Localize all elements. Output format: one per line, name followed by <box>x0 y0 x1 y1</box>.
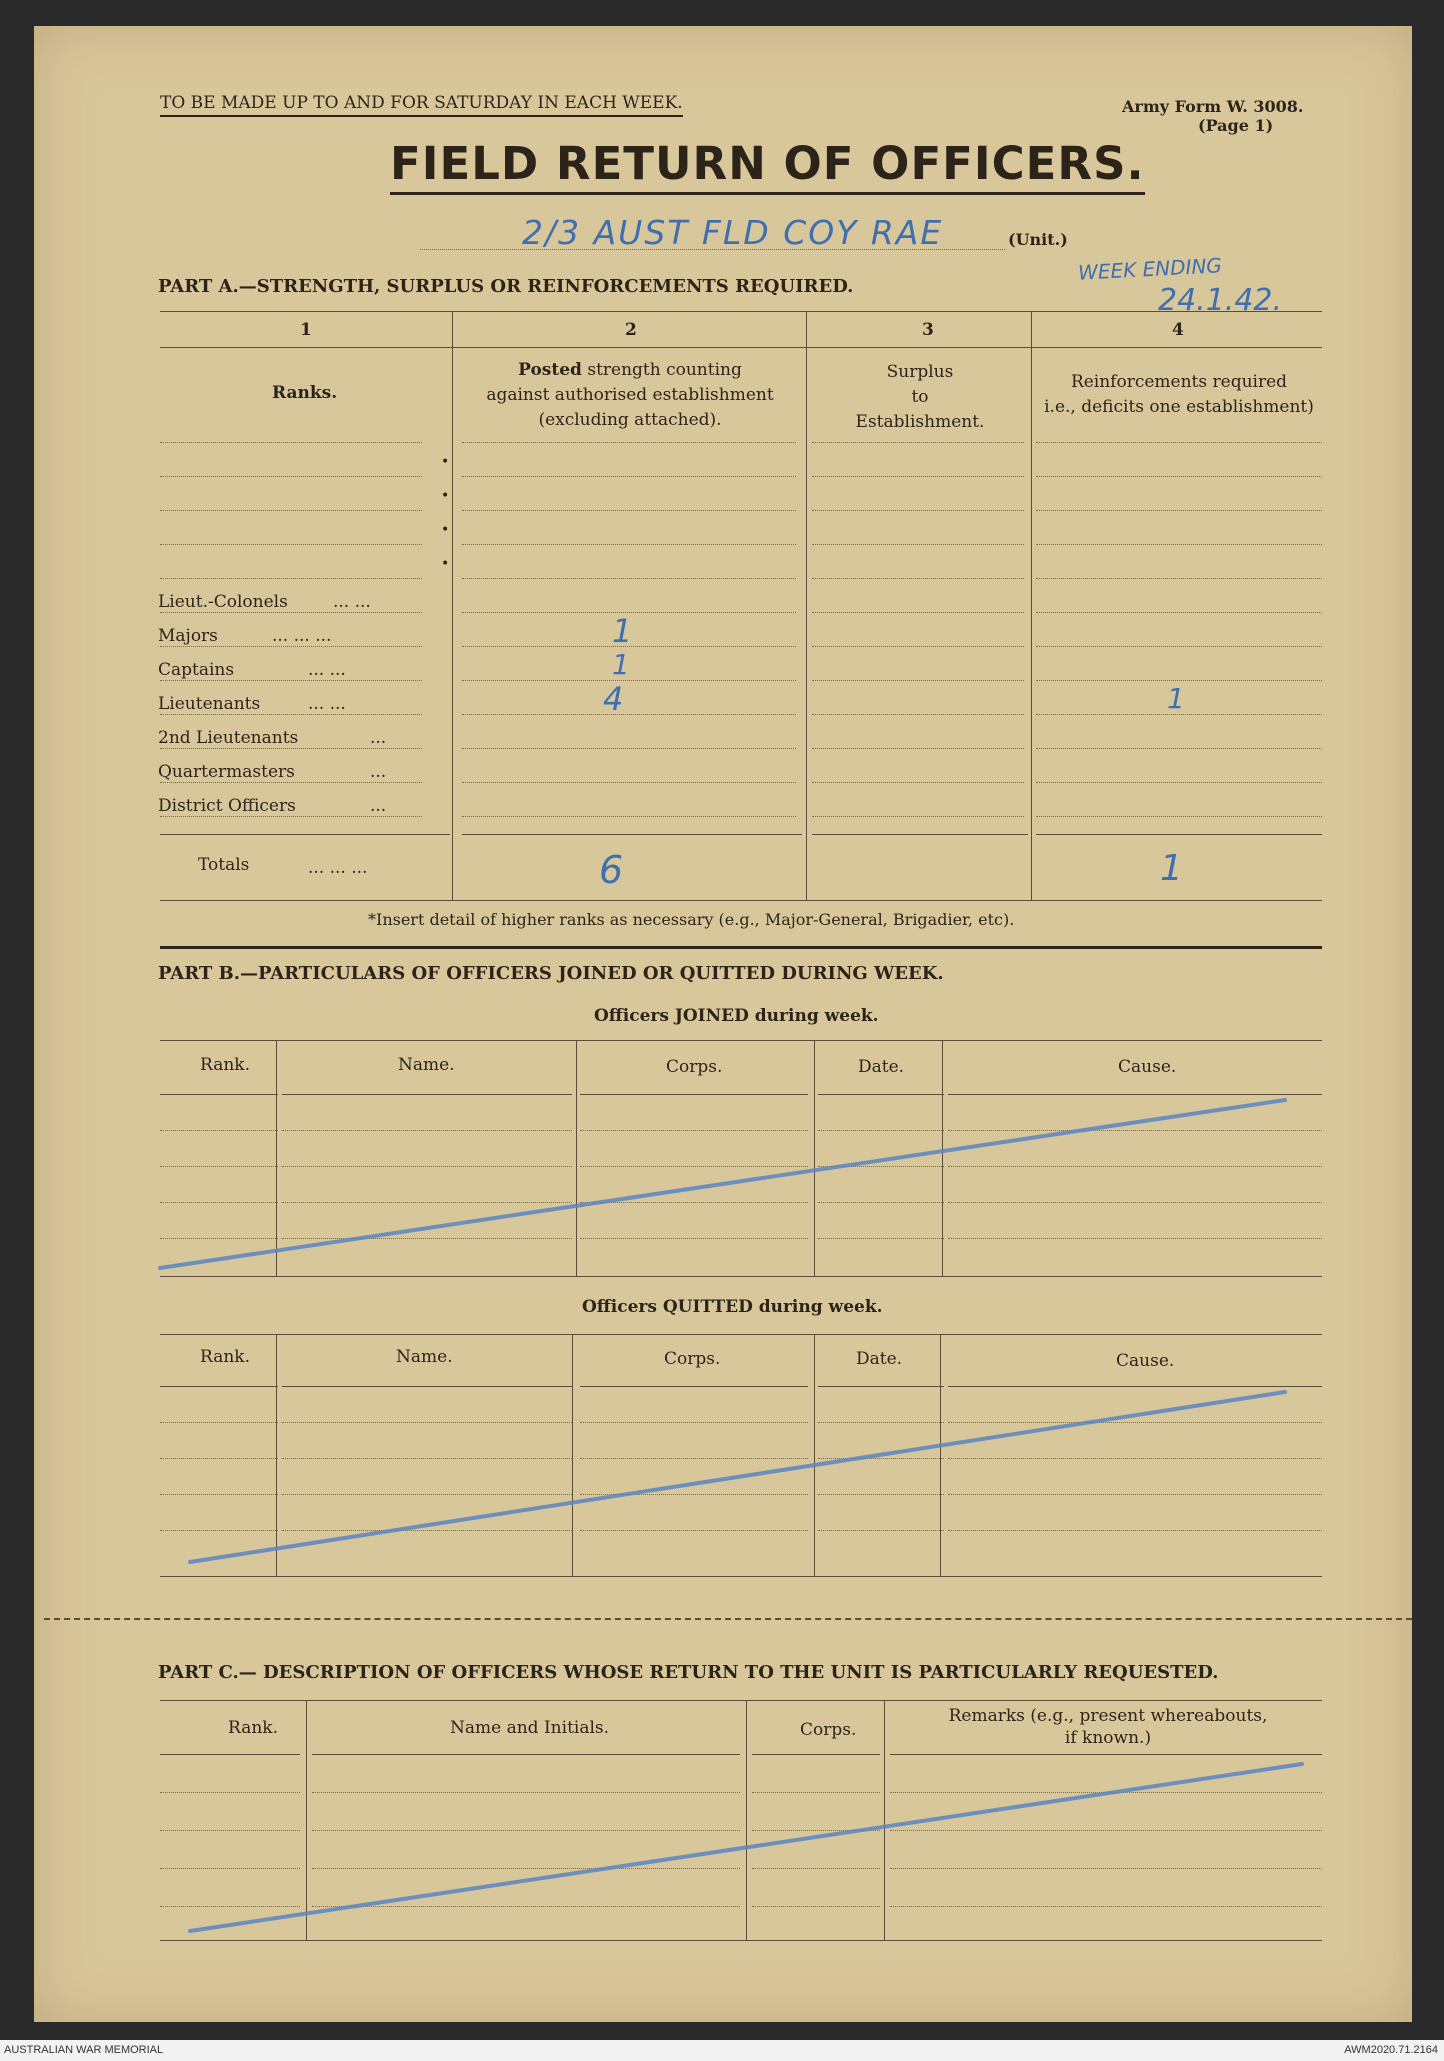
rank-dots: ... ... <box>333 592 371 612</box>
posted-lieutenants: 4 <box>603 680 624 718</box>
part-c-col-rank: Rank. <box>228 1718 278 1738</box>
asterisk-bullet: • <box>441 522 450 538</box>
page-title: FIELD RETURN OF OFFICERS. <box>390 136 1145 195</box>
rank-dots: ... <box>370 796 387 816</box>
col-number-4: 4 <box>1172 320 1184 340</box>
quitted-title: Officers QUITTED during week. <box>582 1297 883 1317</box>
quitted-col-cause: Cause. <box>1116 1351 1175 1371</box>
instruction-text: TO BE MADE UP TO AND FOR SATURDAY IN EACH WEEK. <box>160 93 683 117</box>
rank-label: Lieut.-Colonels <box>158 592 288 612</box>
joined-col-date: Date. <box>858 1057 905 1077</box>
reinforcements-header-line2: i.e., deficits one establishment) <box>1044 397 1314 417</box>
part-c-heading: PART C.— DESCRIPTION OF OFFICERS WHOSE RETURN TO THE UNIT IS PARTICULARLY REQUESTED. <box>158 1662 1219 1683</box>
joined-title: Officers JOINED during week. <box>594 1006 879 1026</box>
page-number: (Page 1) <box>1198 116 1274 135</box>
part-b-heading: PART B.—PARTICULARS OF OFFICERS JOINED OR QUITTED DURING WEEK. <box>158 963 944 984</box>
footer-left: AUSTRALIAN WAR MEMORIAL <box>4 2044 164 2056</box>
reinforcements-header-line1: Reinforcements required <box>1070 372 1288 392</box>
rank-dots: ... ... ... <box>272 626 332 646</box>
posted-captains: 1 <box>612 648 630 681</box>
quitted-strike-line <box>190 1392 1285 1562</box>
quitted-col-date: Date. <box>856 1349 903 1369</box>
part-c-col-name: Name and Initials. <box>450 1718 610 1738</box>
reinf-lieutenants: 1 <box>1167 682 1185 715</box>
joined-col-corps: Corps. <box>666 1057 723 1077</box>
posted-header-rest: strength counting <box>581 360 742 380</box>
col-number-1: 1 <box>300 320 312 340</box>
rank-dots: ... <box>370 728 387 748</box>
totals-dots: ... ... ... <box>308 858 368 878</box>
quitted-col-corps: Corps. <box>664 1349 721 1369</box>
footer-right: AWM2020.71.2164 <box>1344 2044 1438 2056</box>
rank-dots: ... ... <box>308 694 346 714</box>
rank-dots: ... <box>370 762 387 782</box>
ranks-header: Ranks. <box>272 383 338 403</box>
quitted-col-rank: Rank. <box>200 1347 250 1367</box>
unit-label: (Unit.) <box>1008 230 1068 249</box>
part-c-strike-line <box>190 1764 1302 1931</box>
asterisk-bullet: • <box>441 556 450 572</box>
unit-value: 2/3 AUST FLD COY RAE <box>522 213 944 252</box>
joined-col-name: Name. <box>398 1055 455 1075</box>
rank-label: Quartermasters <box>158 762 295 782</box>
part-a-heading: PART A.—STRENGTH, SURPLUS OR REINFORCEMENTS REQUIRED. <box>158 276 854 297</box>
col-number-2: 2 <box>625 320 637 340</box>
joined-col-rank: Rank. <box>200 1055 250 1075</box>
joined-col-cause: Cause. <box>1118 1057 1177 1077</box>
totals-label: Totals <box>198 855 250 875</box>
part-c-col-corps: Corps. <box>800 1720 857 1740</box>
totals-reinf: 1 <box>1160 848 1183 889</box>
surplus-header-line1: Surplus <box>886 362 954 382</box>
archive-footer <box>0 2040 1444 2061</box>
rank-dots: ... ... <box>308 660 346 680</box>
quitted-col-name: Name. <box>396 1347 453 1367</box>
part-a-footnote: *Insert detail of higher ranks as necessary (e.g., Major-General, Brigadier, etc). <box>368 910 1015 929</box>
posted-header-bold: Posted <box>518 360 582 380</box>
rank-label: District Officers <box>158 796 296 816</box>
surplus-header-line2: to <box>911 387 929 407</box>
rank-label: Captains <box>158 660 235 680</box>
joined-strike-line <box>160 1100 1285 1268</box>
remarks-line2: if known.) <box>1064 1728 1152 1748</box>
rank-label: Lieutenants <box>158 694 261 714</box>
form-number: Army Form W. 3008. <box>1122 97 1304 116</box>
asterisk-bullet: • <box>441 454 450 470</box>
rank-label: Majors <box>158 626 218 646</box>
remarks-line1: Remarks (e.g., present whereabouts, <box>948 1706 1268 1726</box>
posted-header-line2: against authorised establishment <box>486 385 774 405</box>
totals-posted: 6 <box>599 848 624 892</box>
asterisk-bullet: • <box>441 488 450 504</box>
posted-majors: 1 <box>612 612 633 650</box>
surplus-header-line3: Establishment. <box>855 412 985 432</box>
posted-header-line3: (excluding attached). <box>538 410 722 430</box>
week-ending-label: WEEK ENDING <box>1077 253 1223 285</box>
col-number-3: 3 <box>922 320 934 340</box>
week-ending-value: 24.1.42. <box>1158 283 1283 318</box>
rank-label: 2nd Lieutenants <box>158 728 299 748</box>
